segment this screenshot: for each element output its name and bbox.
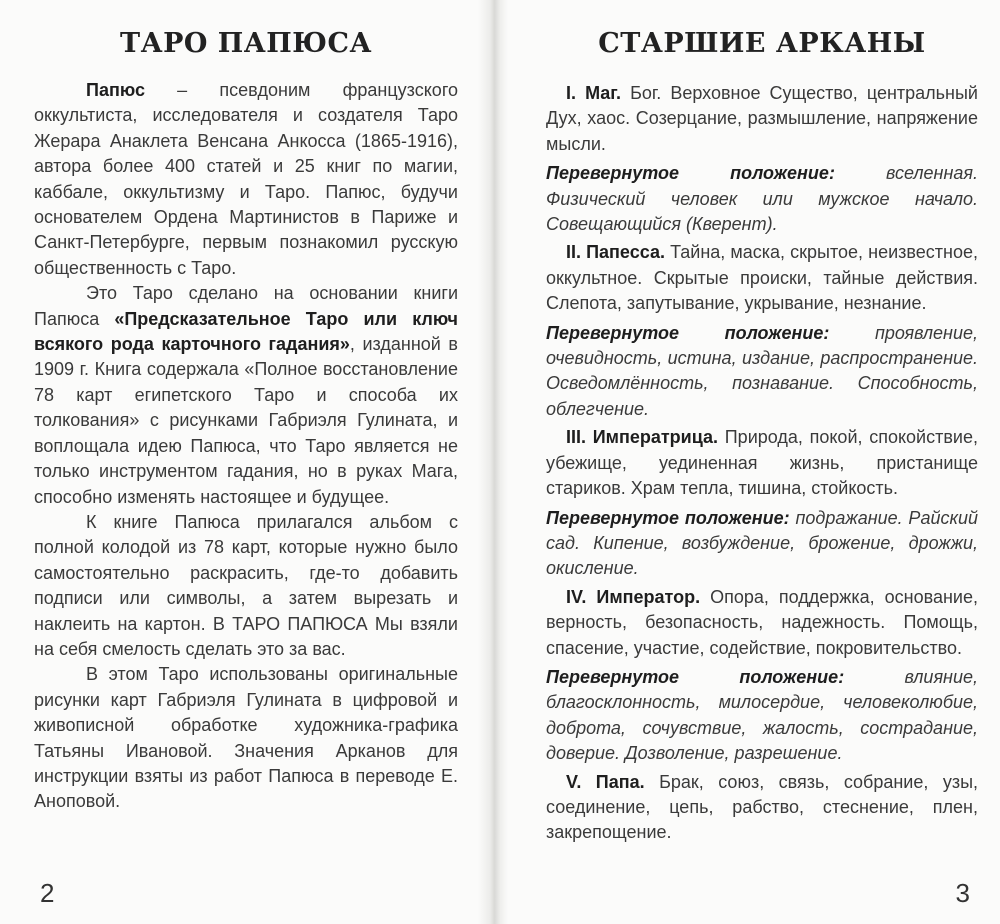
page-body — [34, 78, 458, 864]
text-segment: подражание. Райский сад. Кипение, возбуждение, брожение, дрожжи, окисление. — [546, 507, 978, 579]
reversed-meaning-paragraph — [546, 161, 978, 237]
left-page — [34, 0, 458, 924]
bold-term: II. Папесса. — [566, 242, 665, 263]
page-title: ТАРО ПАПЮСА — [119, 28, 373, 59]
text-segment: Бог. Верховное Существо, центральный Дух, хаос. Созерцание, размышление, напряжение мысли. — [546, 83, 978, 154]
arcana-entry-paragraph — [546, 81, 978, 157]
text-segment: влияние, благосклонность, милосердие, человеколюбие, доброта, сочувствие, жалость, сострадание, доверие. Дозволение, разрешение. — [546, 666, 978, 764]
text-segment: Опора, поддержка, основание, верность, безопасность, надежность. Помощь, спасение, участие, содействие, покровительство. — [546, 586, 978, 658]
paragraph — [34, 78, 458, 281]
text-segment: Природа, покой, спокойствие, убежище, уединенная жизнь, пристанище стариков. Храм тепла, тишина, стойкость. — [546, 427, 978, 499]
text-segment: Брак, союз, связь, собрание, узы, соединение, цепь, рабство, стеснение, плен, закрепощение. — [546, 771, 979, 843]
page-number: 3 — [955, 878, 970, 908]
reversed-meaning-paragraph — [546, 665, 978, 767]
reversed-meaning-paragraph — [546, 321, 978, 423]
text-segment: проявление, очевидность, истина, издание, распространение. Осведомлённость, познавание. Способность, облегчение. — [546, 322, 978, 419]
arcana-entry-paragraph — [546, 240, 978, 316]
bold-term: I. Маг. — [566, 83, 621, 103]
arcana-entry-paragraph — [546, 585, 978, 661]
paragraph — [34, 662, 458, 814]
arcana-entry-paragraph — [546, 425, 978, 501]
reversed-label: Перевернутое положение: — [546, 163, 835, 184]
bold-term: «Предсказательное Таро или ключ всякого рода карточного гадания» — [34, 308, 458, 355]
text-segment: вселенная. Физический человек или мужское начало. Совещающийся (Кверент). — [546, 163, 978, 235]
text-segment: Тайна, маска, скрытое, неизвестное, оккультное. Скрытые происки, тайные действия. Слепота, запутывание, укрывание, незнание. — [546, 242, 978, 314]
bold-term: V. Папа. — [566, 771, 645, 792]
reversed-label: Перевернутое положение: — [546, 666, 845, 687]
arcana-entry-paragraph — [546, 770, 978, 846]
bold-term: III. Императрица. — [566, 427, 719, 448]
page-body — [546, 78, 978, 864]
page-title: СТАРШИЕ АРКАНЫ — [598, 28, 926, 59]
text-segment: , изданной в 1909 г. Книга содержала «Полное восстановление 78 карт египетского Таро и способа их толкования» с рисунками Габриэля Гулината, и воплощала идею Папюса, что Таро является не только инструментом гадания, но в руках Мага, способно изменять настоящее и будущее. — [34, 334, 458, 507]
reversed-label: Перевернутое положение: — [546, 507, 790, 528]
page-number: 2 — [40, 878, 55, 908]
paragraph — [34, 281, 458, 510]
text-segment: – псевдоним французского оккультиста, исследователя и создателя Таро Жерара Анаклета Венсана Анкосса (1865-1916), автора более 400 статей и 25 книг по магии, каббале, оккультизму и Таро. Папюс, будучи основателем Ордена Мартинистов в Париже и Санкт-Петербурге, первым познакомил русскую общественность с Таро. — [34, 80, 458, 278]
text-segment: К книге Папюса прилагался альбом с полной колодой из 78 карт, которые нужно было самостоятельно раскрасить, где-то добавить подписи или символы, а затем вырезать и наклеить на картон. В ТАРО ПАПЮСА Мы взяли на себя смелость сделать это за вас. — [34, 511, 458, 659]
bold-term: Папюс — [86, 80, 145, 100]
reversed-label: Перевернутое положение: — [546, 322, 830, 343]
text-segment: В этом Таро использованы оригинальные рисунки карт Габриэля Гулината в цифровой и живописной обработке художника-графика Татьяны Ивановой. Значения Арканов для инструкции взяты из работ Папюса в переводе Е. Аноповой. — [34, 664, 458, 812]
right-page — [546, 0, 978, 924]
paragraph — [34, 510, 458, 662]
text-segment: Это Таро сделано на основании книги Папюса — [34, 283, 458, 329]
reversed-meaning-paragraph — [546, 506, 978, 582]
bold-term: IV. Император. — [566, 586, 701, 607]
